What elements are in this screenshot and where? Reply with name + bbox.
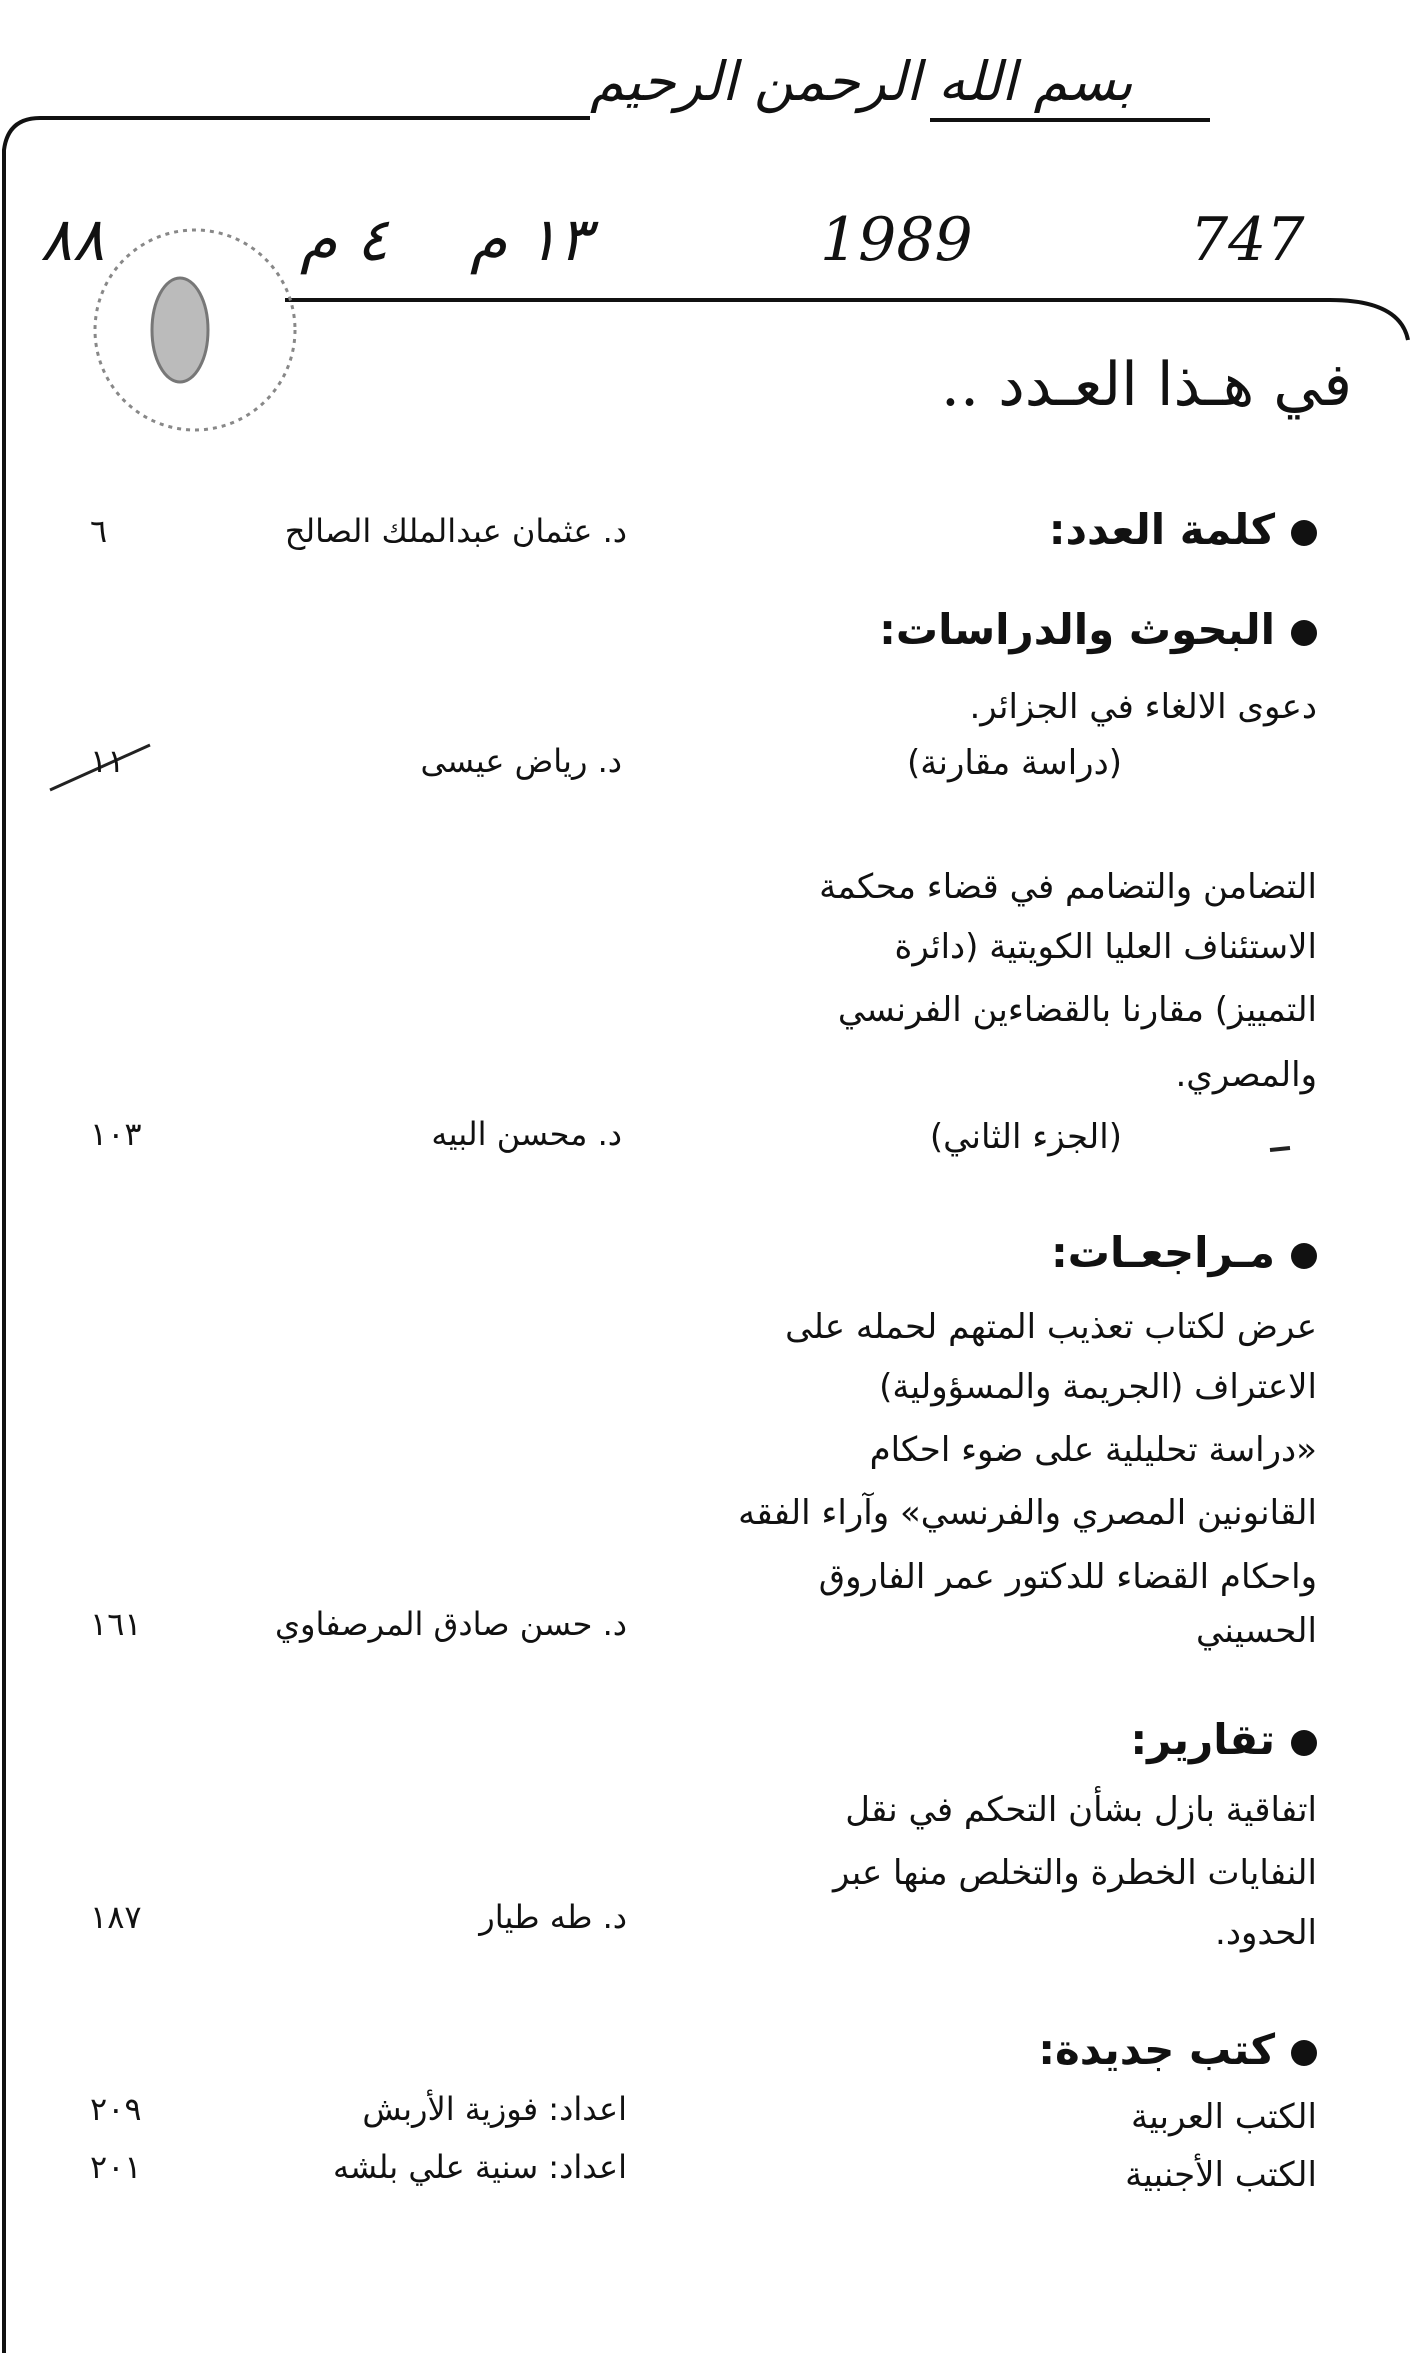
entry-title-line: واحكام القضاء للدكتور عمر الفاروق [818, 1557, 1317, 1597]
page-number: ٢٠١ [90, 2148, 142, 2186]
entry-title: الكتب العربية [1131, 2097, 1317, 2137]
author: د. طه طيار [479, 1898, 627, 1936]
entry-title-line: «دراسة تحليلية على ضوء احكام [869, 1430, 1317, 1470]
bullet-icon [1291, 1243, 1317, 1269]
entry-title-line: التضامن والتضامم في قضاء محكمة [819, 867, 1317, 907]
section-heading-new-books: كتب جديدة: [1038, 2025, 1317, 2074]
handwritten-number: 747 [1190, 205, 1305, 275]
page-number: ١١ [90, 742, 125, 780]
entry-title-line: القانونين المصري والفرنسي» وآراء الفقه [738, 1493, 1317, 1533]
handwritten-note-3: ١٣ م [470, 205, 591, 275]
page-number: ٦ [90, 512, 108, 550]
section-heading-reviews: مـراجعـات: [1051, 1228, 1317, 1277]
bullet-icon [1291, 1730, 1317, 1756]
page-number: ١٨٧ [90, 1898, 142, 1936]
entry-title: الكتب الأجنبية [1125, 2155, 1317, 2195]
stamp-letter [152, 278, 208, 382]
basmala: بسم الله الرحمن الرحيم [590, 50, 1133, 113]
handwritten-note-1: ٨٨ [40, 205, 105, 275]
entry-title-line: الاعتراف (الجريمة والمسؤولية) [879, 1367, 1317, 1407]
author: د. عثمان عبدالملك الصالح [284, 512, 627, 550]
author: د. رياض عيسى [420, 742, 622, 780]
entry-title-line: الحدود. [1215, 1913, 1317, 1953]
bullet-icon [1291, 620, 1317, 646]
page-number: ٢٠٩ [90, 2090, 142, 2128]
entry-title-line: الحسيني [1196, 1611, 1317, 1651]
author: اعداد: سنية علي بلشه [332, 2148, 627, 2186]
entry-title-line: اتفاقية بازل بشأن التحكم في نقل [845, 1790, 1317, 1830]
page-title: في هـذا العـدد .. [940, 350, 1352, 420]
entry-subtitle: (الجزء الثاني) [929, 1117, 1122, 1157]
section-heading-reports: تقارير: [1130, 1715, 1317, 1764]
handwritten-year: 1989 [820, 205, 973, 275]
author: اعداد: فوزية الأربش [362, 2090, 627, 2128]
author: د. حسن صادق المرصفاوي [274, 1605, 627, 1643]
section-heading-research: البحوث والدراسات: [879, 605, 1317, 654]
page-number: ١٠٣ [90, 1115, 142, 1153]
handwritten-note-2: ٤ م [300, 205, 389, 275]
section-heading-editorial: كلمة العدد: [1049, 505, 1317, 554]
bullet-icon [1291, 520, 1317, 546]
entry-subtitle: (دراسة مقارنة) [907, 743, 1122, 783]
page-number: ١٦١ [90, 1605, 142, 1643]
entry-title-line: عرض لكتاب تعذيب المتهم لحمله على [785, 1307, 1317, 1347]
entry-title-line: النفايات الخطرة والتخلص منها عبر [832, 1853, 1317, 1893]
entry-title-line: والمصري. [1175, 1055, 1317, 1095]
bullet-icon [1291, 2040, 1317, 2066]
entry-title: دعوى الالغاء في الجزائر. [969, 687, 1317, 727]
entry-title-line: التمييز) مقارنا بالقضاءين الفرنسي [837, 990, 1317, 1030]
author: د. محسن البيه [431, 1115, 622, 1153]
entry-title-line: الاستئناف العليا الكويتية (دائرة [894, 927, 1317, 967]
